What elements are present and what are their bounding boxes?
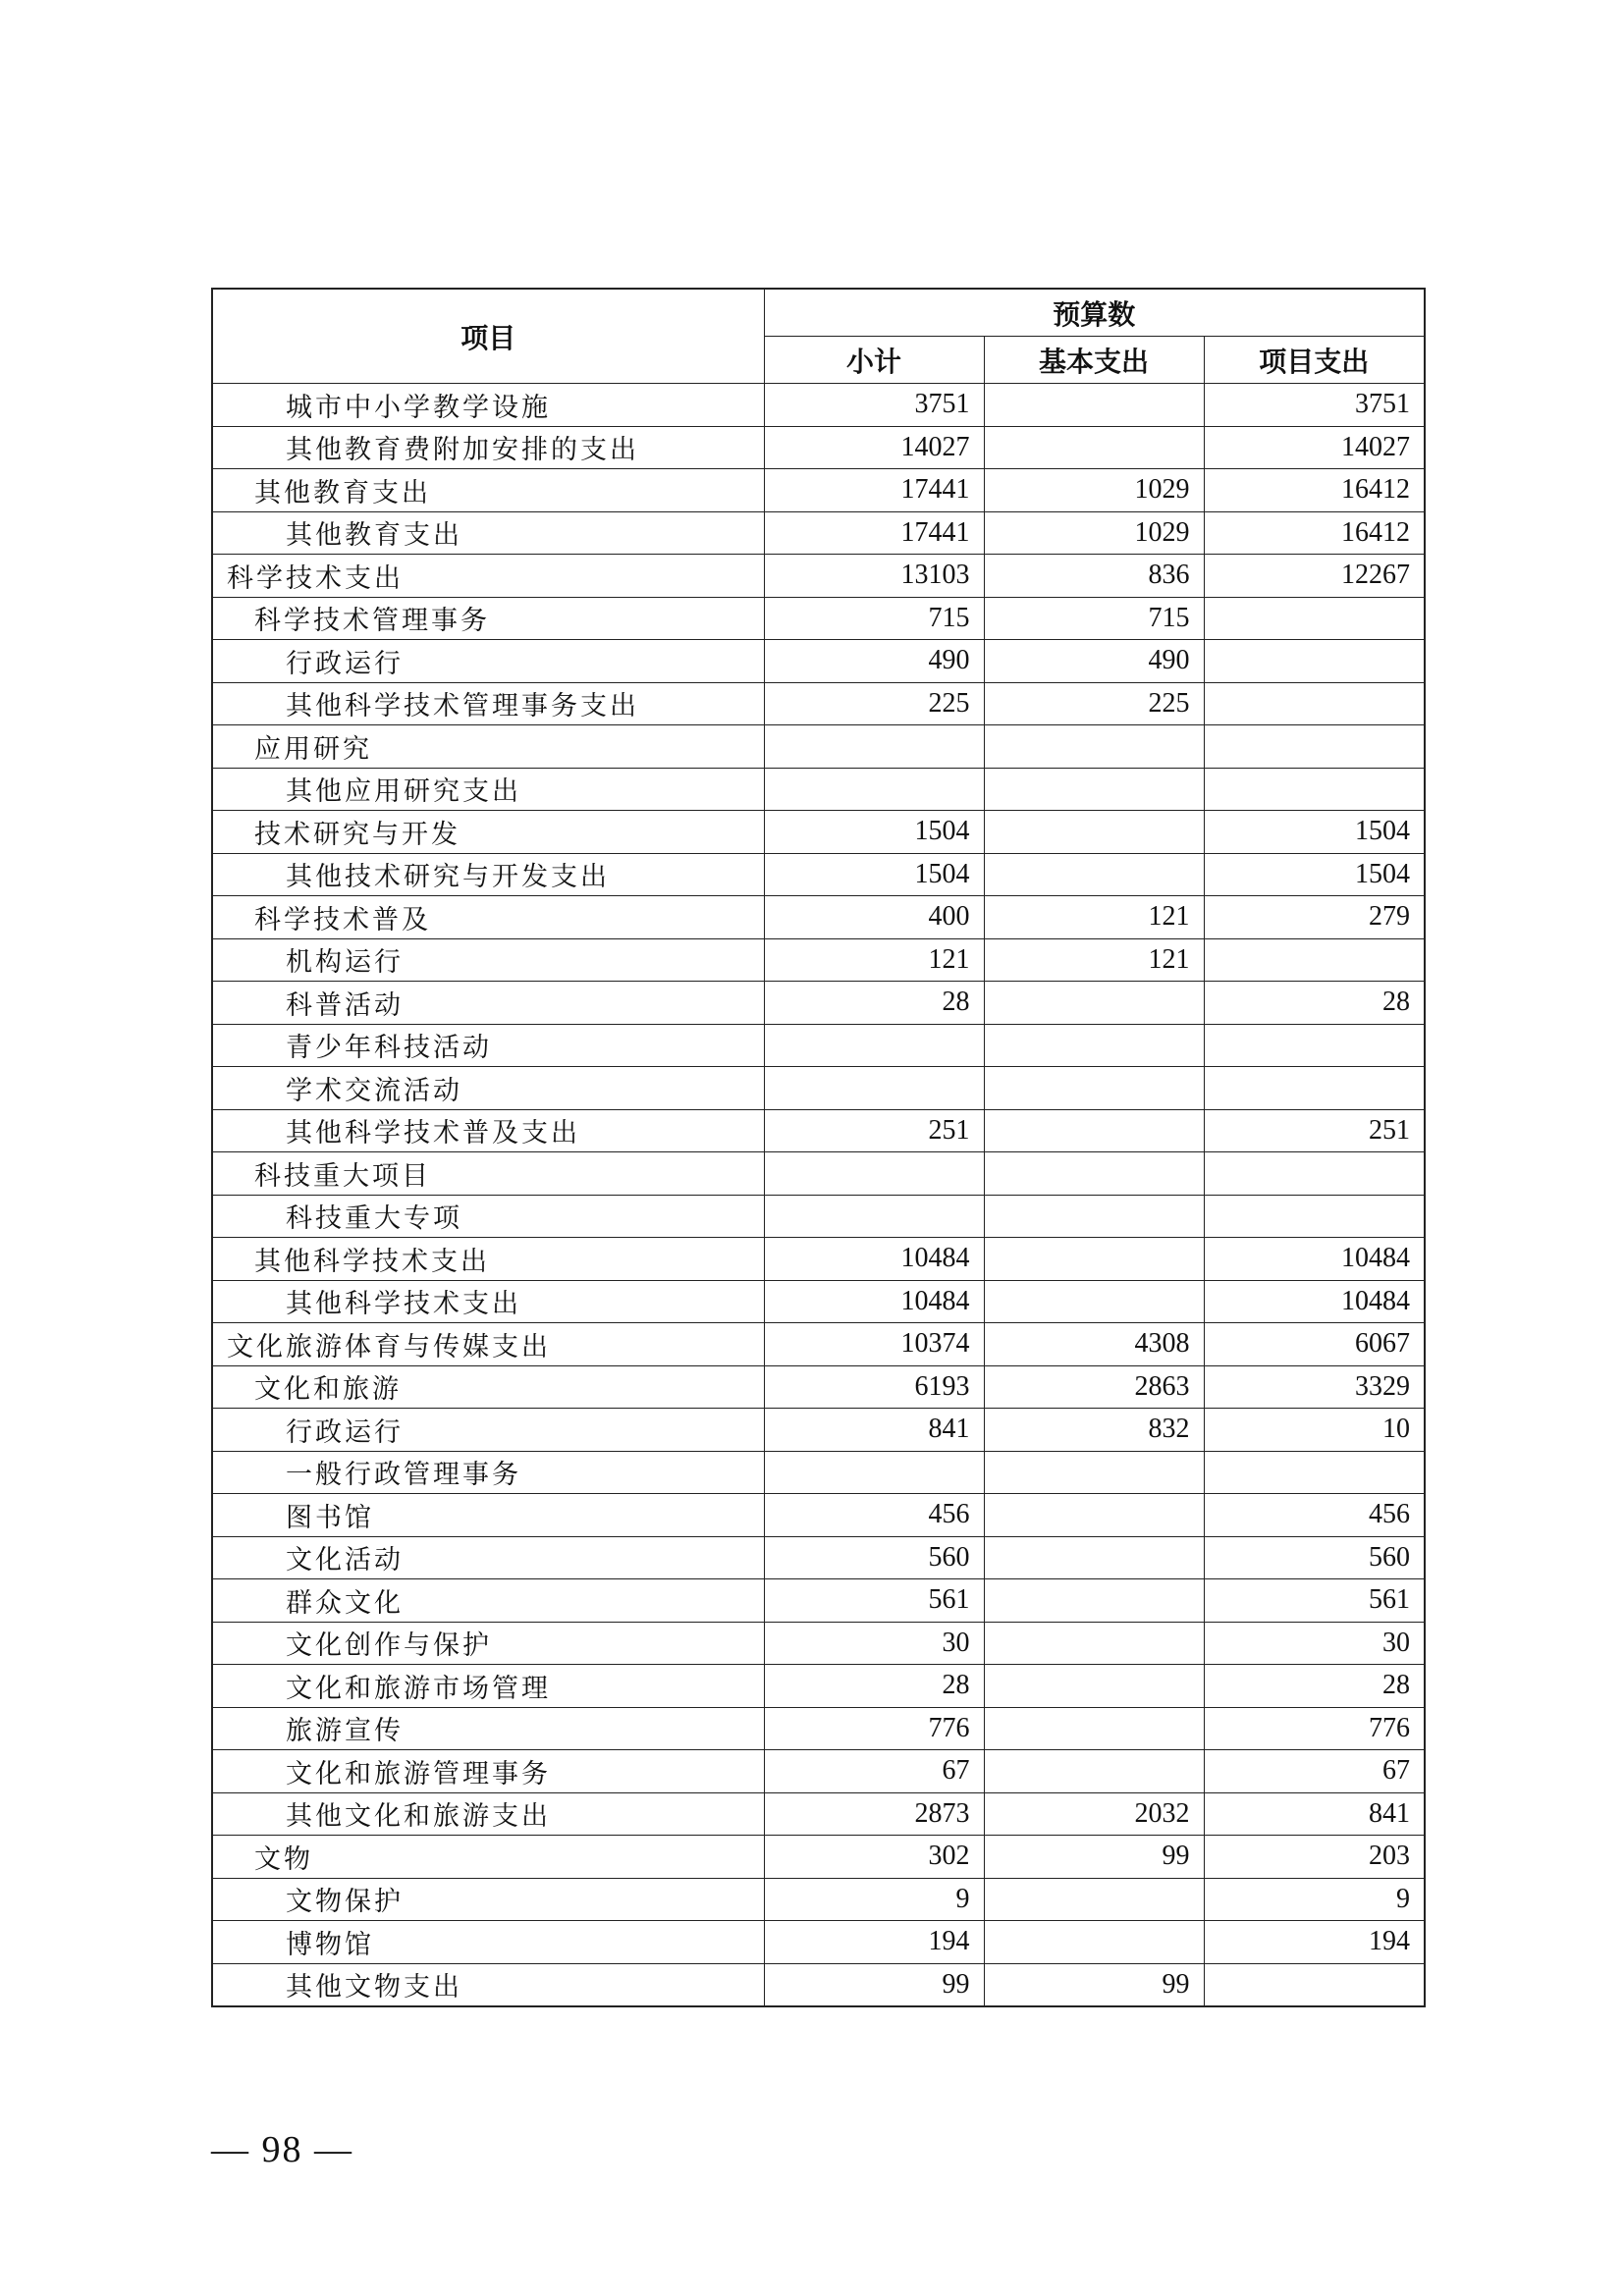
- table-row: [212, 938, 1425, 982]
- table-row: [212, 1280, 1425, 1323]
- row-basic: [984, 1494, 1204, 1537]
- row-project: [1204, 938, 1425, 982]
- row-basic: 832: [984, 1409, 1204, 1452]
- table-row: [212, 1323, 1425, 1366]
- row-name: 其他教育费附加安排的支出: [212, 426, 764, 469]
- row-project: 67: [1204, 1750, 1425, 1793]
- table-row: [212, 469, 1425, 512]
- row-name: 其他科学技术支出: [212, 1280, 764, 1323]
- row-project: 9: [1204, 1878, 1425, 1921]
- row-subtotal: 194: [764, 1921, 984, 1964]
- table-row: [212, 1238, 1425, 1281]
- row-project: 194: [1204, 1921, 1425, 1964]
- header-basic: 基本支出: [984, 337, 1204, 384]
- row-basic: 2863: [984, 1365, 1204, 1409]
- row-project: 456: [1204, 1494, 1425, 1537]
- row-subtotal: 1504: [764, 811, 984, 854]
- row-basic: [984, 1238, 1204, 1281]
- row-name: 其他科学技术普及支出: [212, 1109, 764, 1152]
- row-basic: [984, 1536, 1204, 1579]
- row-basic: [984, 1750, 1204, 1793]
- table-header: [212, 289, 1425, 384]
- table-row: [212, 555, 1425, 598]
- row-basic: [984, 426, 1204, 469]
- table-body: [212, 384, 1425, 2007]
- row-project: 3329: [1204, 1365, 1425, 1409]
- table-row: [212, 811, 1425, 854]
- row-subtotal: 28: [764, 1665, 984, 1708]
- row-project: 776: [1204, 1707, 1425, 1750]
- header-project: 项目支出: [1204, 337, 1425, 384]
- row-basic: [984, 1280, 1204, 1323]
- row-project: 6067: [1204, 1323, 1425, 1366]
- row-project: [1204, 597, 1425, 640]
- row-basic: 490: [984, 640, 1204, 683]
- table-row: [212, 1067, 1425, 1110]
- row-subtotal: 561: [764, 1579, 984, 1623]
- table-row: [212, 1152, 1425, 1196]
- row-name: 行政运行: [212, 640, 764, 683]
- row-subtotal: 17441: [764, 511, 984, 555]
- row-name: 技术研究与开发: [212, 811, 764, 854]
- table-row: [212, 597, 1425, 640]
- row-name: 文化和旅游: [212, 1365, 764, 1409]
- row-subtotal: 776: [764, 1707, 984, 1750]
- row-project: 1504: [1204, 853, 1425, 896]
- row-name: 图书馆: [212, 1494, 764, 1537]
- row-name: 科学技术支出: [212, 555, 764, 598]
- row-name: 文物保护: [212, 1878, 764, 1921]
- row-basic: 1029: [984, 511, 1204, 555]
- row-subtotal: 302: [764, 1836, 984, 1879]
- row-project: 251: [1204, 1109, 1425, 1152]
- row-project: 561: [1204, 1579, 1425, 1623]
- row-subtotal: [764, 1451, 984, 1494]
- row-subtotal: [764, 725, 984, 769]
- row-name: 博物馆: [212, 1921, 764, 1964]
- table-row: [212, 1024, 1425, 1067]
- row-subtotal: 10484: [764, 1280, 984, 1323]
- row-basic: [984, 384, 1204, 427]
- row-subtotal: 99: [764, 1963, 984, 2006]
- table-row: [212, 725, 1425, 769]
- row-basic: 2032: [984, 1792, 1204, 1836]
- row-project: [1204, 1195, 1425, 1238]
- row-basic: [984, 768, 1204, 811]
- row-basic: [984, 1195, 1204, 1238]
- row-basic: 225: [984, 682, 1204, 725]
- table-row: [212, 1665, 1425, 1708]
- row-name: 青少年科技活动: [212, 1024, 764, 1067]
- row-name: 其他科学技术管理事务支出: [212, 682, 764, 725]
- row-name: 科普活动: [212, 982, 764, 1025]
- row-basic: 4308: [984, 1323, 1204, 1366]
- row-basic: [984, 982, 1204, 1025]
- row-name: 科技重大专项: [212, 1195, 764, 1238]
- row-subtotal: 456: [764, 1494, 984, 1537]
- table-row: [212, 982, 1425, 1025]
- row-subtotal: 121: [764, 938, 984, 982]
- row-subtotal: 10374: [764, 1323, 984, 1366]
- row-name: 科学技术普及: [212, 896, 764, 939]
- row-project: 203: [1204, 1836, 1425, 1879]
- row-basic: [984, 1622, 1204, 1665]
- row-name: 城市中小学教学设施: [212, 384, 764, 427]
- header-item: 项目: [212, 289, 764, 384]
- row-basic: [984, 1665, 1204, 1708]
- table-row: [212, 1365, 1425, 1409]
- row-name: 应用研究: [212, 725, 764, 769]
- table-row: [212, 1836, 1425, 1879]
- row-subtotal: 9: [764, 1878, 984, 1921]
- row-basic: [984, 811, 1204, 854]
- table-row: [212, 1750, 1425, 1793]
- table-row: [212, 426, 1425, 469]
- row-project: [1204, 1963, 1425, 2006]
- row-basic: 1029: [984, 469, 1204, 512]
- table-row: [212, 384, 1425, 427]
- header-budget-group: 预算数: [764, 289, 1425, 337]
- budget-table: [211, 288, 1426, 2007]
- row-subtotal: 3751: [764, 384, 984, 427]
- row-project: [1204, 1067, 1425, 1110]
- header-subtotal: 小计: [764, 337, 984, 384]
- row-basic: [984, 1921, 1204, 1964]
- row-basic: 99: [984, 1963, 1204, 2006]
- row-subtotal: 251: [764, 1109, 984, 1152]
- row-project: 279: [1204, 896, 1425, 939]
- row-project: [1204, 725, 1425, 769]
- row-name: 一般行政管理事务: [212, 1451, 764, 1494]
- row-subtotal: [764, 1195, 984, 1238]
- row-name: 其他技术研究与开发支出: [212, 853, 764, 896]
- table-row: [212, 1451, 1425, 1494]
- table-row: [212, 1109, 1425, 1152]
- row-project: 10: [1204, 1409, 1425, 1452]
- row-subtotal: 225: [764, 682, 984, 725]
- row-project: 12267: [1204, 555, 1425, 598]
- page-number: — 98 —: [211, 2129, 353, 2170]
- row-basic: [984, 1451, 1204, 1494]
- row-subtotal: 14027: [764, 426, 984, 469]
- row-name: 其他应用研究支出: [212, 768, 764, 811]
- row-name: 文化活动: [212, 1536, 764, 1579]
- row-basic: 836: [984, 555, 1204, 598]
- row-project: 560: [1204, 1536, 1425, 1579]
- row-name: 群众文化: [212, 1579, 764, 1623]
- table-row: [212, 853, 1425, 896]
- row-project: [1204, 682, 1425, 725]
- row-project: 14027: [1204, 426, 1425, 469]
- table-row: [212, 1409, 1425, 1452]
- table-row: [212, 1579, 1425, 1623]
- row-subtotal: 13103: [764, 555, 984, 598]
- row-basic: 99: [984, 1836, 1204, 1879]
- row-project: 28: [1204, 1665, 1425, 1708]
- row-basic: [984, 853, 1204, 896]
- row-basic: 121: [984, 896, 1204, 939]
- row-basic: [984, 1878, 1204, 1921]
- row-project: 30: [1204, 1622, 1425, 1665]
- row-subtotal: [764, 1152, 984, 1196]
- row-basic: 121: [984, 938, 1204, 982]
- row-basic: 715: [984, 597, 1204, 640]
- row-basic: [984, 1707, 1204, 1750]
- table-row: [212, 1921, 1425, 1964]
- table-row: [212, 896, 1425, 939]
- row-project: [1204, 768, 1425, 811]
- row-name: 文化创作与保护: [212, 1622, 764, 1665]
- row-subtotal: 30: [764, 1622, 984, 1665]
- table-row: [212, 682, 1425, 725]
- table-row: [212, 1195, 1425, 1238]
- row-name: 其他科学技术支出: [212, 1238, 764, 1281]
- row-project: 3751: [1204, 384, 1425, 427]
- row-name: 旅游宣传: [212, 1707, 764, 1750]
- row-project: 16412: [1204, 469, 1425, 512]
- row-project: [1204, 1024, 1425, 1067]
- row-project: [1204, 1152, 1425, 1196]
- row-name: 文化和旅游管理事务: [212, 1750, 764, 1793]
- row-subtotal: 490: [764, 640, 984, 683]
- row-project: 10484: [1204, 1238, 1425, 1281]
- row-name: 其他教育支出: [212, 511, 764, 555]
- table-row: [212, 1707, 1425, 1750]
- row-project: [1204, 1451, 1425, 1494]
- table-row: [212, 640, 1425, 683]
- row-subtotal: 400: [764, 896, 984, 939]
- row-project: 1504: [1204, 811, 1425, 854]
- row-name: 其他文物支出: [212, 1963, 764, 2006]
- row-subtotal: 10484: [764, 1238, 984, 1281]
- row-name: 文化旅游体育与传媒支出: [212, 1323, 764, 1366]
- row-subtotal: 6193: [764, 1365, 984, 1409]
- table-row: [212, 1622, 1425, 1665]
- row-name: 行政运行: [212, 1409, 764, 1452]
- row-basic: [984, 725, 1204, 769]
- table-row: [212, 511, 1425, 555]
- row-subtotal: 560: [764, 1536, 984, 1579]
- row-subtotal: 17441: [764, 469, 984, 512]
- row-subtotal: [764, 1024, 984, 1067]
- row-basic: [984, 1579, 1204, 1623]
- row-subtotal: 715: [764, 597, 984, 640]
- row-project: 10484: [1204, 1280, 1425, 1323]
- row-name: 其他文化和旅游支出: [212, 1792, 764, 1836]
- row-name: 机构运行: [212, 938, 764, 982]
- row-name: 学术交流活动: [212, 1067, 764, 1110]
- table-row: [212, 1494, 1425, 1537]
- row-basic: [984, 1024, 1204, 1067]
- table-row: [212, 1878, 1425, 1921]
- row-subtotal: 28: [764, 982, 984, 1025]
- table-row: [212, 1792, 1425, 1836]
- table-row: [212, 768, 1425, 811]
- row-name: 文物: [212, 1836, 764, 1879]
- row-basic: [984, 1152, 1204, 1196]
- table-row: [212, 1536, 1425, 1579]
- row-name: 文化和旅游市场管理: [212, 1665, 764, 1708]
- row-project: 841: [1204, 1792, 1425, 1836]
- row-name: 其他教育支出: [212, 469, 764, 512]
- row-project: [1204, 640, 1425, 683]
- row-subtotal: 1504: [764, 853, 984, 896]
- row-subtotal: [764, 1067, 984, 1110]
- row-basic: [984, 1067, 1204, 1110]
- row-basic: [984, 1109, 1204, 1152]
- row-subtotal: 67: [764, 1750, 984, 1793]
- row-project: 28: [1204, 982, 1425, 1025]
- row-subtotal: 2873: [764, 1792, 984, 1836]
- row-project: 16412: [1204, 511, 1425, 555]
- table-row: [212, 1963, 1425, 2006]
- row-name: 科学技术管理事务: [212, 597, 764, 640]
- row-subtotal: [764, 768, 984, 811]
- row-subtotal: 841: [764, 1409, 984, 1452]
- row-name: 科技重大项目: [212, 1152, 764, 1196]
